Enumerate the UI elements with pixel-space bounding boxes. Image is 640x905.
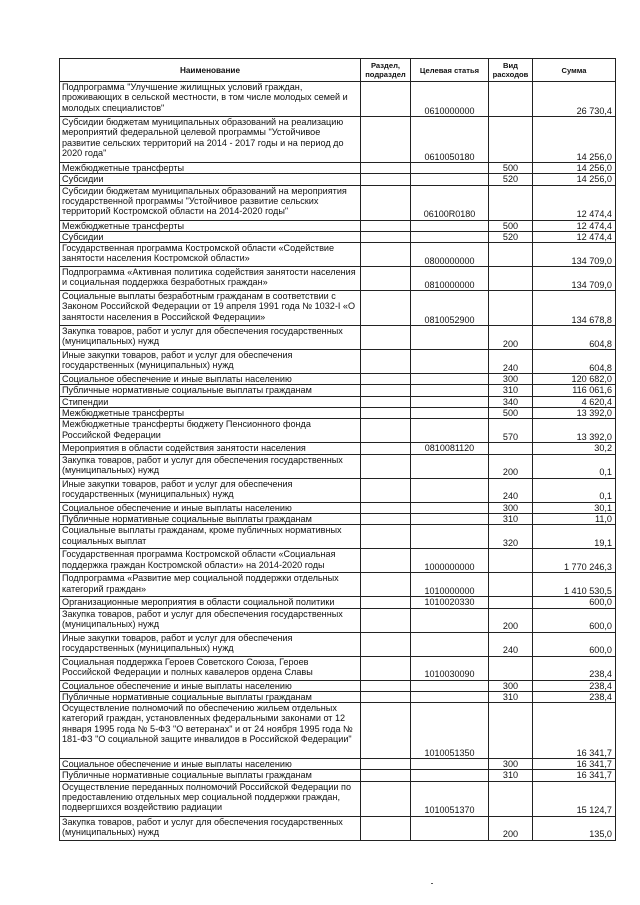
row-sum: 120 682,0 bbox=[533, 374, 616, 385]
row-name: Иные закупки товаров, работ и услуг для обеспечения государственных (муниципальных) нужд bbox=[60, 350, 361, 374]
table-row bbox=[60, 243, 616, 267]
row-code bbox=[411, 502, 489, 513]
table-row bbox=[60, 396, 616, 407]
row-name: Социальное обеспечение и иные выплаты населению bbox=[60, 374, 361, 385]
table-row bbox=[60, 759, 616, 770]
row-sum: 600,0 bbox=[533, 597, 616, 608]
budget-table bbox=[59, 58, 616, 841]
row-sum: 600,0 bbox=[533, 608, 616, 632]
row-vid bbox=[489, 291, 533, 326]
table-row bbox=[60, 608, 616, 632]
row-razdel bbox=[361, 513, 411, 524]
row-razdel bbox=[361, 759, 411, 770]
row-code: 1010051350 bbox=[411, 703, 489, 759]
table-row bbox=[60, 573, 616, 597]
table-row bbox=[60, 220, 616, 231]
table-row bbox=[60, 680, 616, 691]
row-name: Государственная программа Костромской области «Содействие занятости населения Костромской области» bbox=[60, 243, 361, 267]
row-sum: 14 256,0 bbox=[533, 163, 616, 174]
row-vid bbox=[489, 703, 533, 759]
row-razdel bbox=[361, 231, 411, 242]
header-sum: Сумма bbox=[533, 59, 616, 82]
header-razdel: Раздел, подраздел bbox=[361, 59, 411, 82]
row-sum: 238,4 bbox=[533, 656, 616, 680]
row-sum: 16 341,7 bbox=[533, 770, 616, 781]
row-code bbox=[411, 759, 489, 770]
row-code bbox=[411, 632, 489, 656]
header-code: Целевая статья bbox=[411, 59, 489, 82]
row-razdel bbox=[361, 816, 411, 840]
row-sum: 16 341,7 bbox=[533, 759, 616, 770]
row-vid bbox=[489, 656, 533, 680]
row-razdel bbox=[361, 267, 411, 291]
row-name: Субсидии bbox=[60, 174, 361, 185]
row-razdel bbox=[361, 525, 411, 549]
row-name: Закупка товаров, работ и услуг для обеспечения государственных (муниципальных) нужд bbox=[60, 816, 361, 840]
row-code: 0800000000 bbox=[411, 243, 489, 267]
row-sum: 14 256,0 bbox=[533, 117, 616, 163]
table-body bbox=[60, 82, 616, 841]
row-vid: 570 bbox=[489, 419, 533, 443]
row-name: Социальная поддержка Героев Советского Союза, Героев Российской Федерации и полных кавалеров ордена Славы bbox=[60, 656, 361, 680]
table-row bbox=[60, 525, 616, 549]
row-razdel bbox=[361, 573, 411, 597]
row-code: 0810052900 bbox=[411, 291, 489, 326]
table-row bbox=[60, 703, 616, 759]
row-vid: 310 bbox=[489, 691, 533, 702]
row-vid: 300 bbox=[489, 502, 533, 513]
budget-table-page bbox=[59, 58, 615, 841]
table-row bbox=[60, 374, 616, 385]
row-razdel bbox=[361, 174, 411, 185]
table-row bbox=[60, 632, 616, 656]
row-razdel bbox=[361, 408, 411, 419]
row-vid: 300 bbox=[489, 680, 533, 691]
row-vid: 520 bbox=[489, 174, 533, 185]
row-sum: 30,1 bbox=[533, 502, 616, 513]
row-vid bbox=[489, 82, 533, 117]
row-razdel bbox=[361, 608, 411, 632]
row-name: Субсидии бюджетам муниципальных образований на мероприятия государственной программы "Устойчивое развитие сельских территорий Костромской области на 2014-2020 годы" bbox=[60, 185, 361, 220]
row-sum: 604,8 bbox=[533, 350, 616, 374]
table-row bbox=[60, 408, 616, 419]
row-vid: 240 bbox=[489, 478, 533, 502]
row-code bbox=[411, 174, 489, 185]
table-row bbox=[60, 117, 616, 163]
row-name: Закупка товаров, работ и услуг для обеспечения государственных (муниципальных) нужд bbox=[60, 454, 361, 478]
row-sum: 0,1 bbox=[533, 478, 616, 502]
row-vid: 500 bbox=[489, 220, 533, 231]
row-code: 1010030090 bbox=[411, 656, 489, 680]
row-name: Государственная программа Костромской области «Социальная поддержка граждан Костромской области» на 2014-2020 годы bbox=[60, 549, 361, 573]
row-code bbox=[411, 408, 489, 419]
row-code bbox=[411, 326, 489, 350]
row-code bbox=[411, 419, 489, 443]
row-code bbox=[411, 770, 489, 781]
table-row bbox=[60, 816, 616, 840]
table-row bbox=[60, 185, 616, 220]
row-razdel bbox=[361, 419, 411, 443]
table-row bbox=[60, 691, 616, 702]
table-row bbox=[60, 267, 616, 291]
row-vid: 200 bbox=[489, 816, 533, 840]
row-razdel bbox=[361, 691, 411, 702]
row-code bbox=[411, 680, 489, 691]
row-vid: 310 bbox=[489, 770, 533, 781]
row-name: Подпрограмма "Улучшение жилищных условий граждан, проживающих в сельской местности, в том числе молодых семей и молодых специалистов" bbox=[60, 82, 361, 117]
row-sum: 604,8 bbox=[533, 326, 616, 350]
row-razdel bbox=[361, 656, 411, 680]
row-sum: 600,0 bbox=[533, 632, 616, 656]
table-header-row bbox=[60, 59, 616, 82]
row-razdel bbox=[361, 374, 411, 385]
row-sum: 30,2 bbox=[533, 443, 616, 454]
table-row bbox=[60, 443, 616, 454]
row-vid bbox=[489, 117, 533, 163]
row-razdel bbox=[361, 680, 411, 691]
row-name: Социальные выплаты безработным гражданам в соответствии с Законом Российской Федерации от 19 апреля 1991 года № 1032-I «О занятости населения в Российской Федерации» bbox=[60, 291, 361, 326]
row-vid: 300 bbox=[489, 374, 533, 385]
row-name: Социальное обеспечение и иные выплаты населению bbox=[60, 759, 361, 770]
row-sum: 4 620,4 bbox=[533, 396, 616, 407]
row-sum: 15 124,7 bbox=[533, 781, 616, 816]
row-name: Социальное обеспечение и иные выплаты населению bbox=[60, 680, 361, 691]
table-row bbox=[60, 502, 616, 513]
row-vid: 310 bbox=[489, 385, 533, 396]
row-sum: 13 392,0 bbox=[533, 408, 616, 419]
row-vid bbox=[489, 597, 533, 608]
row-name: Стипендии bbox=[60, 396, 361, 407]
row-sum: 12 474,4 bbox=[533, 185, 616, 220]
row-vid: 340 bbox=[489, 396, 533, 407]
row-razdel bbox=[361, 597, 411, 608]
row-name: Субсидии бюджетам муниципальных образований на реализацию мероприятий федеральной целевой программы "Устойчивое развитие сельских территорий на 2014 - 2017 годы и на период до 2020 года" bbox=[60, 117, 361, 163]
row-name: Субсидии bbox=[60, 231, 361, 242]
row-vid bbox=[489, 267, 533, 291]
table-row bbox=[60, 385, 616, 396]
row-vid: 320 bbox=[489, 525, 533, 549]
row-code bbox=[411, 513, 489, 524]
scan-mark bbox=[431, 883, 433, 884]
row-vid: 500 bbox=[489, 163, 533, 174]
row-vid: 240 bbox=[489, 350, 533, 374]
row-code bbox=[411, 220, 489, 231]
row-razdel bbox=[361, 163, 411, 174]
row-code: 0610000000 bbox=[411, 82, 489, 117]
row-code: 1010020330 bbox=[411, 597, 489, 608]
row-razdel bbox=[361, 326, 411, 350]
header-name: Наименование bbox=[60, 59, 361, 82]
row-code: 1010051370 bbox=[411, 781, 489, 816]
row-name: Социальное обеспечение и иные выплаты населению bbox=[60, 502, 361, 513]
row-sum: 13 392,0 bbox=[533, 419, 616, 443]
row-code: 1010000000 bbox=[411, 573, 489, 597]
row-vid: 200 bbox=[489, 608, 533, 632]
row-razdel bbox=[361, 478, 411, 502]
row-vid: 310 bbox=[489, 513, 533, 524]
table-row bbox=[60, 478, 616, 502]
row-name: Подпрограмма «Развитие мер социальной поддержки отдельных категорий граждан» bbox=[60, 573, 361, 597]
row-code: 0810000000 bbox=[411, 267, 489, 291]
row-vid: 200 bbox=[489, 454, 533, 478]
row-name: Межбюджетные трансферты bbox=[60, 220, 361, 231]
row-razdel bbox=[361, 82, 411, 117]
row-razdel bbox=[361, 396, 411, 407]
row-code bbox=[411, 525, 489, 549]
table-row bbox=[60, 231, 616, 242]
row-vid bbox=[489, 443, 533, 454]
row-razdel bbox=[361, 770, 411, 781]
row-razdel bbox=[361, 703, 411, 759]
row-razdel bbox=[361, 117, 411, 163]
row-code bbox=[411, 816, 489, 840]
row-name: Межбюджетные трансферты бюджету Пенсионного фонда Российской Федерации bbox=[60, 419, 361, 443]
row-sum: 14 256,0 bbox=[533, 174, 616, 185]
table-row bbox=[60, 419, 616, 443]
row-sum: 0,1 bbox=[533, 454, 616, 478]
table-row bbox=[60, 549, 616, 573]
row-code bbox=[411, 350, 489, 374]
row-code: 06100R0180 bbox=[411, 185, 489, 220]
row-name: Закупка товаров, работ и услуг для обеспечения государственных (муниципальных) нужд bbox=[60, 326, 361, 350]
row-vid bbox=[489, 781, 533, 816]
header-vid: Вид расходов bbox=[489, 59, 533, 82]
row-vid bbox=[489, 185, 533, 220]
row-razdel bbox=[361, 385, 411, 396]
row-vid: 200 bbox=[489, 326, 533, 350]
row-razdel bbox=[361, 291, 411, 326]
table-row bbox=[60, 174, 616, 185]
row-name: Межбюджетные трансферты bbox=[60, 163, 361, 174]
table-row bbox=[60, 656, 616, 680]
row-sum: 12 474,4 bbox=[533, 231, 616, 242]
row-code bbox=[411, 163, 489, 174]
row-razdel bbox=[361, 220, 411, 231]
row-code bbox=[411, 691, 489, 702]
row-name: Публичные нормативные социальные выплаты гражданам bbox=[60, 770, 361, 781]
row-name: Осуществление полномочий по обеспечению жильем отдельных категорий граждан, установленных федеральными законами от 12 января 1995 года № 5-ФЗ "О ветеранах" и от 24 ноября 1995 года № 181-ФЗ "О социальной защите инвалидов в Российской Федерации" bbox=[60, 703, 361, 759]
table-row bbox=[60, 781, 616, 816]
row-name: Подпрограмма «Активная политика содействия занятости населения и социальная поддержка безработных граждан» bbox=[60, 267, 361, 291]
row-vid: 520 bbox=[489, 231, 533, 242]
row-sum: 1 410 530,5 bbox=[533, 573, 616, 597]
row-razdel bbox=[361, 632, 411, 656]
row-name: Иные закупки товаров, работ и услуг для обеспечения государственных (муниципальных) нужд bbox=[60, 632, 361, 656]
row-sum: 134 678,8 bbox=[533, 291, 616, 326]
row-vid bbox=[489, 549, 533, 573]
row-sum: 238,4 bbox=[533, 691, 616, 702]
row-code bbox=[411, 478, 489, 502]
row-razdel bbox=[361, 443, 411, 454]
row-sum: 12 474,4 bbox=[533, 220, 616, 231]
row-vid: 500 bbox=[489, 408, 533, 419]
row-sum: 11,0 bbox=[533, 513, 616, 524]
row-razdel bbox=[361, 454, 411, 478]
row-sum: 19,1 bbox=[533, 525, 616, 549]
row-code bbox=[411, 454, 489, 478]
row-name: Осуществление переданных полномочий Российской Федерации по предоставлению отдельных мер социальной поддержки граждан, подвергшихся воздействию радиации bbox=[60, 781, 361, 816]
table-row bbox=[60, 326, 616, 350]
row-sum: 238,4 bbox=[533, 680, 616, 691]
row-sum: 16 341,7 bbox=[533, 703, 616, 759]
row-name: Публичные нормативные социальные выплаты гражданам bbox=[60, 513, 361, 524]
row-name: Организационные мероприятия в области социальной политики bbox=[60, 597, 361, 608]
table-row bbox=[60, 513, 616, 524]
row-razdel bbox=[361, 243, 411, 267]
row-name: Иные закупки товаров, работ и услуг для обеспечения государственных (муниципальных) нужд bbox=[60, 478, 361, 502]
row-razdel bbox=[361, 350, 411, 374]
table-row bbox=[60, 291, 616, 326]
row-code bbox=[411, 231, 489, 242]
row-name: Публичные нормативные социальные выплаты гражданам bbox=[60, 691, 361, 702]
row-sum: 116 061,6 bbox=[533, 385, 616, 396]
row-code bbox=[411, 608, 489, 632]
table-row bbox=[60, 597, 616, 608]
table-row bbox=[60, 770, 616, 781]
row-sum: 135,0 bbox=[533, 816, 616, 840]
row-code bbox=[411, 396, 489, 407]
row-name: Публичные нормативные социальные выплаты гражданам bbox=[60, 385, 361, 396]
row-vid bbox=[489, 573, 533, 597]
row-vid: 300 bbox=[489, 759, 533, 770]
row-name: Межбюджетные трансферты bbox=[60, 408, 361, 419]
row-vid: 240 bbox=[489, 632, 533, 656]
table-row bbox=[60, 82, 616, 117]
row-code bbox=[411, 385, 489, 396]
row-name: Закупка товаров, работ и услуг для обеспечения государственных (муниципальных) нужд bbox=[60, 608, 361, 632]
row-razdel bbox=[361, 781, 411, 816]
row-name: Мероприятия в области содействия занятости населения bbox=[60, 443, 361, 454]
row-name: Социальные выплаты гражданам, кроме публичных нормативных социальных выплат bbox=[60, 525, 361, 549]
row-code: 0810081120 bbox=[411, 443, 489, 454]
row-vid bbox=[489, 243, 533, 267]
row-sum: 134 709,0 bbox=[533, 267, 616, 291]
row-sum: 134 709,0 bbox=[533, 243, 616, 267]
table-row bbox=[60, 163, 616, 174]
row-razdel bbox=[361, 185, 411, 220]
table-row bbox=[60, 454, 616, 478]
row-sum: 1 770 246,3 bbox=[533, 549, 616, 573]
row-razdel bbox=[361, 502, 411, 513]
row-code: 0610050180 bbox=[411, 117, 489, 163]
row-razdel bbox=[361, 549, 411, 573]
row-sum: 26 730,4 bbox=[533, 82, 616, 117]
row-code: 1000000000 bbox=[411, 549, 489, 573]
table-row bbox=[60, 350, 616, 374]
row-code bbox=[411, 374, 489, 385]
